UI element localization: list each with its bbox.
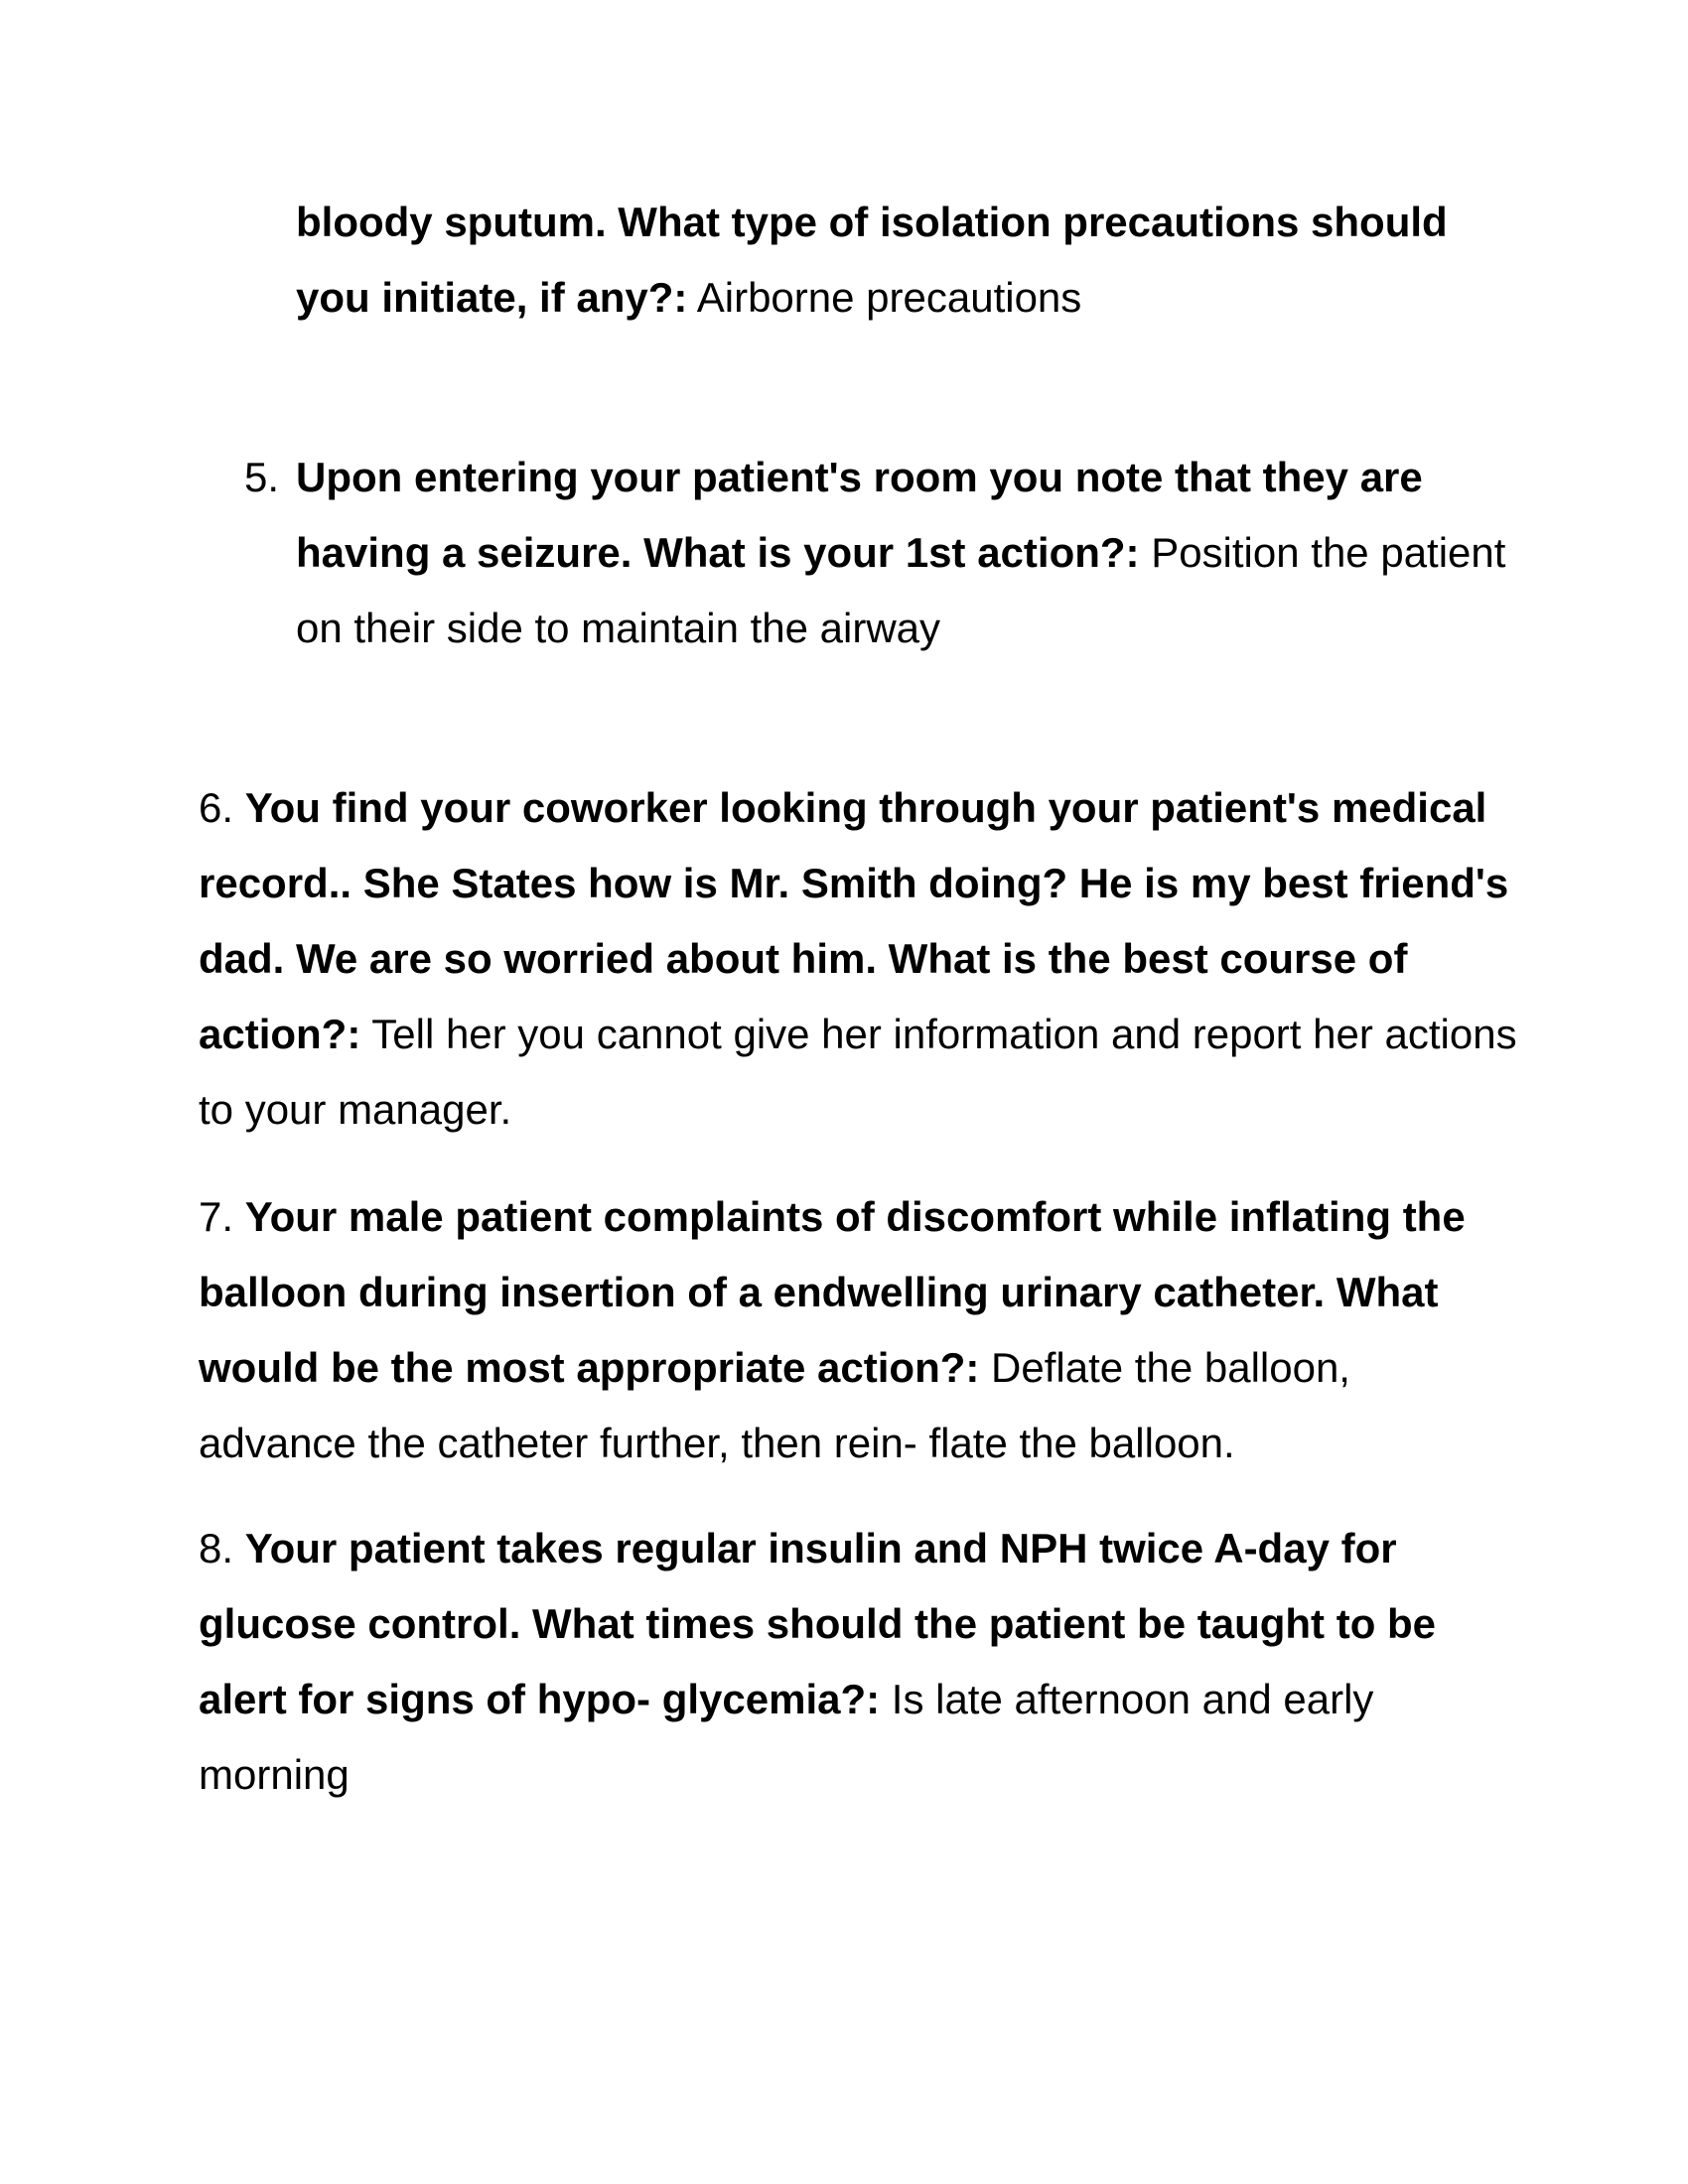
answer-text: Is late afternoon and early morning [199, 1676, 1374, 1798]
question-number: 8. [199, 1525, 234, 1571]
question-number: 6. [199, 784, 234, 831]
answer-text: Airborne precautions [696, 274, 1082, 321]
question-4-continuation [296, 185, 1517, 336]
question-8 [199, 1511, 1519, 1813]
question-text: Your patient takes regular insulin and NPH twice A-day for glucose control. What times should the patient be taught to be alert for signs of hypo- glycemia?: [199, 1525, 1437, 1722]
answer-text: Deflate the balloon, advance the catheter further, then rein- flate the balloon. [199, 1344, 1350, 1466]
question-text: Upon entering your patient's room you note that they are having a seizure. What is your 1st action?: [296, 454, 1423, 576]
question-7 [199, 1179, 1519, 1481]
question-number: 7. [199, 1193, 234, 1240]
question-text: You find your coworker looking through your patient's medical record.. She States how is Mr. Smith doing? He is my best friend's dad. We are so worried about him. What is the best course of action?: [199, 784, 1509, 1057]
answer-text: Tell her you cannot give her information and report her actions to your manager. [199, 1011, 1517, 1133]
question-number: 5. [244, 454, 280, 500]
question-text: Your male patient complaints of discomfort while inflating the balloon during insertion of a endwelling urinary catheter. What would be the most appropriate action?: [199, 1193, 1466, 1391]
question-5 [296, 440, 1517, 666]
question-6 [199, 770, 1519, 1148]
question-text: bloody sputum. What type of isolation precautions should you initiate, if any?: [296, 199, 1448, 321]
answer-text: Position the patient on their side to maintain the airway [296, 529, 1506, 651]
